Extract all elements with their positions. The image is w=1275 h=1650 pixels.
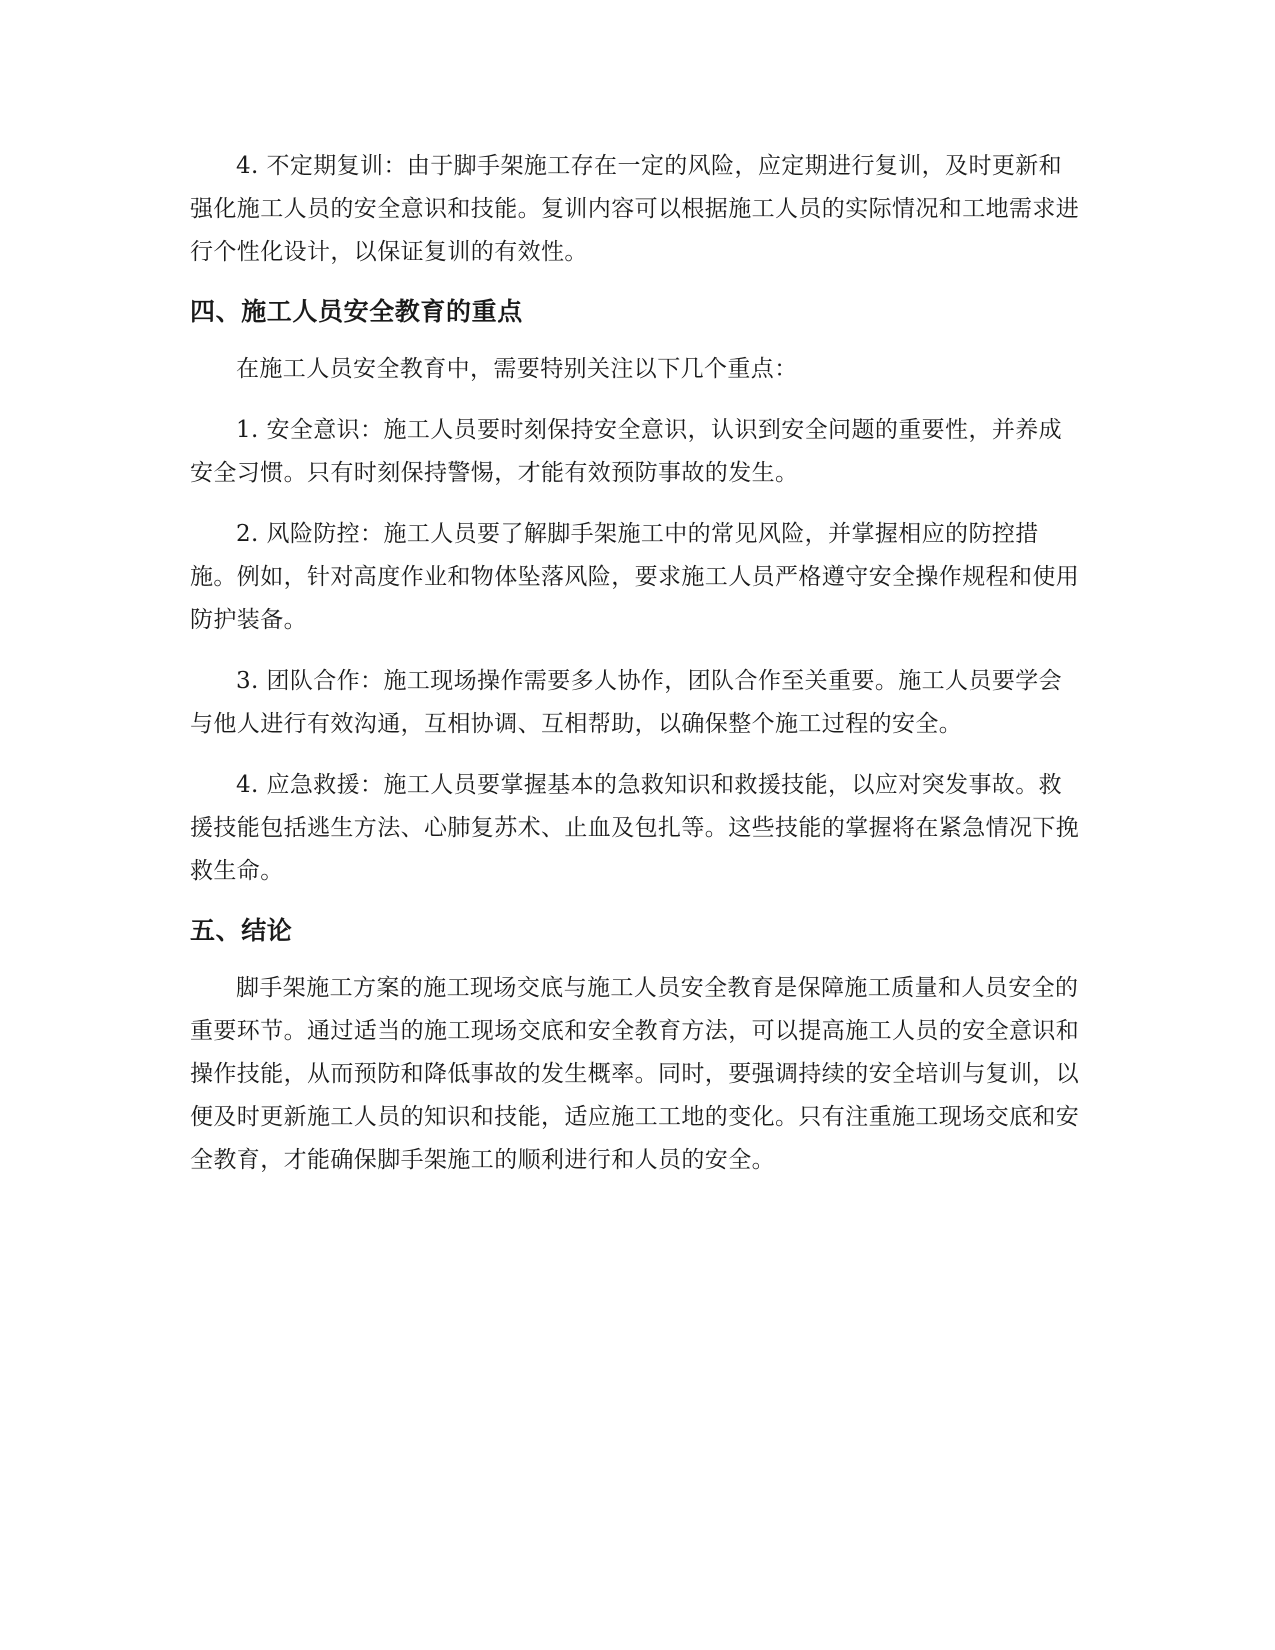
list-item-teamwork: 3. 团队合作：施工现场操作需要多人协作，团队合作至关重要。施工人员要学会与他人进行有效沟通，互相协调、互相帮助，以确保整个施工过程的安全。 <box>190 668 1063 737</box>
section-heading-conclusion: 五、结论 <box>190 916 293 945</box>
list-item-risk-control: 2. 风险防控：施工人员要了解脚手架施工中的常见风险，并掌握相应的防控措施。例如，针对高度作业和物体坠落风险，要求施工人员严格遵守安全操作规程和使用防护装备。 <box>190 521 1080 633</box>
paragraph-conclusion: 脚手架施工方案的施工现场交底与施工人员安全教育是保障施工质量和人员安全的重要环节。通过适当的施工现场交底和安全教育方法，可以提高施工人员的安全意识和操作技能，从而预防和降低事故的发生概率。同时，要强调持续的安全培训与复训，以便及时更新施工人员的知识和技能，适应施工工地的变化。只有注重施工现场交底和安全教育，才能确保脚手架施工的顺利进行和人员的安全。 <box>190 975 1080 1173</box>
paragraph-key-points-intro: 在施工人员安全教育中，需要特别关注以下几个重点： <box>236 356 798 382</box>
list-item-emergency-rescue: 4. 应急救援：施工人员要掌握基本的急救知识和救援技能，以应对突发事故。救援技能包括逃生方法、心肺复苏术、止血及包扎等。这些技能的掌握将在紧急情况下挽救生命。 <box>190 772 1080 884</box>
paragraph-restudy: 4. 不定期复训：由于脚手架施工存在一定的风险，应定期进行复训，及时更新和强化施工人员的安全意识和技能。复训内容可以根据施工人员的实际情况和工地需求进行个性化设计，以保证复训的有效性。 <box>190 153 1080 265</box>
list-item-safety-awareness: 1. 安全意识：施工人员要时刻保持安全意识，认识到安全问题的重要性，并养成安全习惯。只有时刻保持警惕，才能有效预防事故的发生。 <box>190 417 1063 486</box>
section-heading-key-points: 四、施工人员安全教育的重点 <box>190 297 523 326</box>
